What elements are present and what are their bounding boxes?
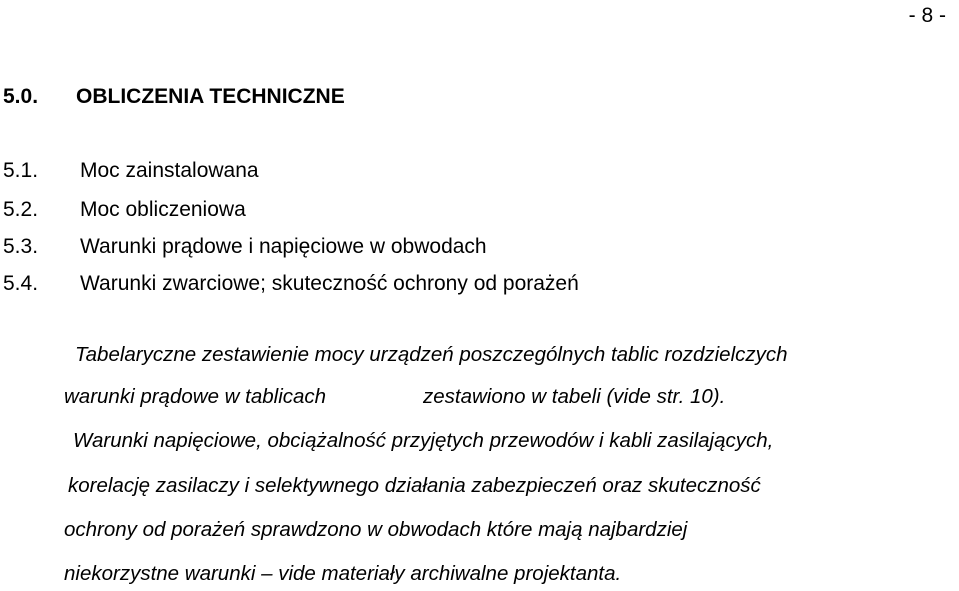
toc-item-number: 5.1.: [3, 159, 39, 182]
page-number: - 8 -: [908, 4, 946, 27]
toc-item-label: Warunki prądowe i napięciowe w obwodach: [80, 235, 487, 258]
toc-item-5-2: [3, 199, 246, 220]
toc-item-5-4: [3, 273, 579, 294]
body-line-6: niekorzystne warunki – vide materiały archiwalne projektanta.: [64, 562, 622, 585]
section-heading-number: 5.0.: [3, 85, 39, 108]
body-line-2a: warunki prądowe w tablicach: [64, 385, 327, 408]
toc-item-number: 5.3.: [3, 235, 39, 258]
toc-item-number: 5.2.: [3, 198, 39, 221]
body-line-3: Warunki napięciowe, obciążalność przyjętych przewodów i kabli zasilających,: [73, 429, 774, 452]
toc-item-5-1: [3, 160, 259, 181]
toc-item-label: Moc obliczeniowa: [80, 198, 246, 221]
body-line-1: Tabelaryczne zestawienie mocy urządzeń poszczególnych tablic rozdzielczych: [75, 343, 788, 366]
toc-item-label: Moc zainstalowana: [80, 159, 259, 182]
toc-item-label: Warunki zwarciowe; skuteczność ochrony od porażeń: [80, 272, 579, 295]
body-line-4: korelację zasilaczy i selektywnego działania zabezpieczeń oraz skuteczność: [68, 474, 761, 497]
body-line-5: ochrony od porażeń sprawdzono w obwodach które mają najbardziej: [64, 518, 688, 541]
section-heading: [3, 86, 345, 107]
section-heading-title: OBLICZENIA TECHNICZNE: [76, 85, 345, 108]
toc-item-number: 5.4.: [3, 272, 39, 295]
body-line-2b: zestawiono w tabeli (vide str. 10).: [423, 385, 726, 408]
toc-item-5-3: [3, 236, 487, 257]
